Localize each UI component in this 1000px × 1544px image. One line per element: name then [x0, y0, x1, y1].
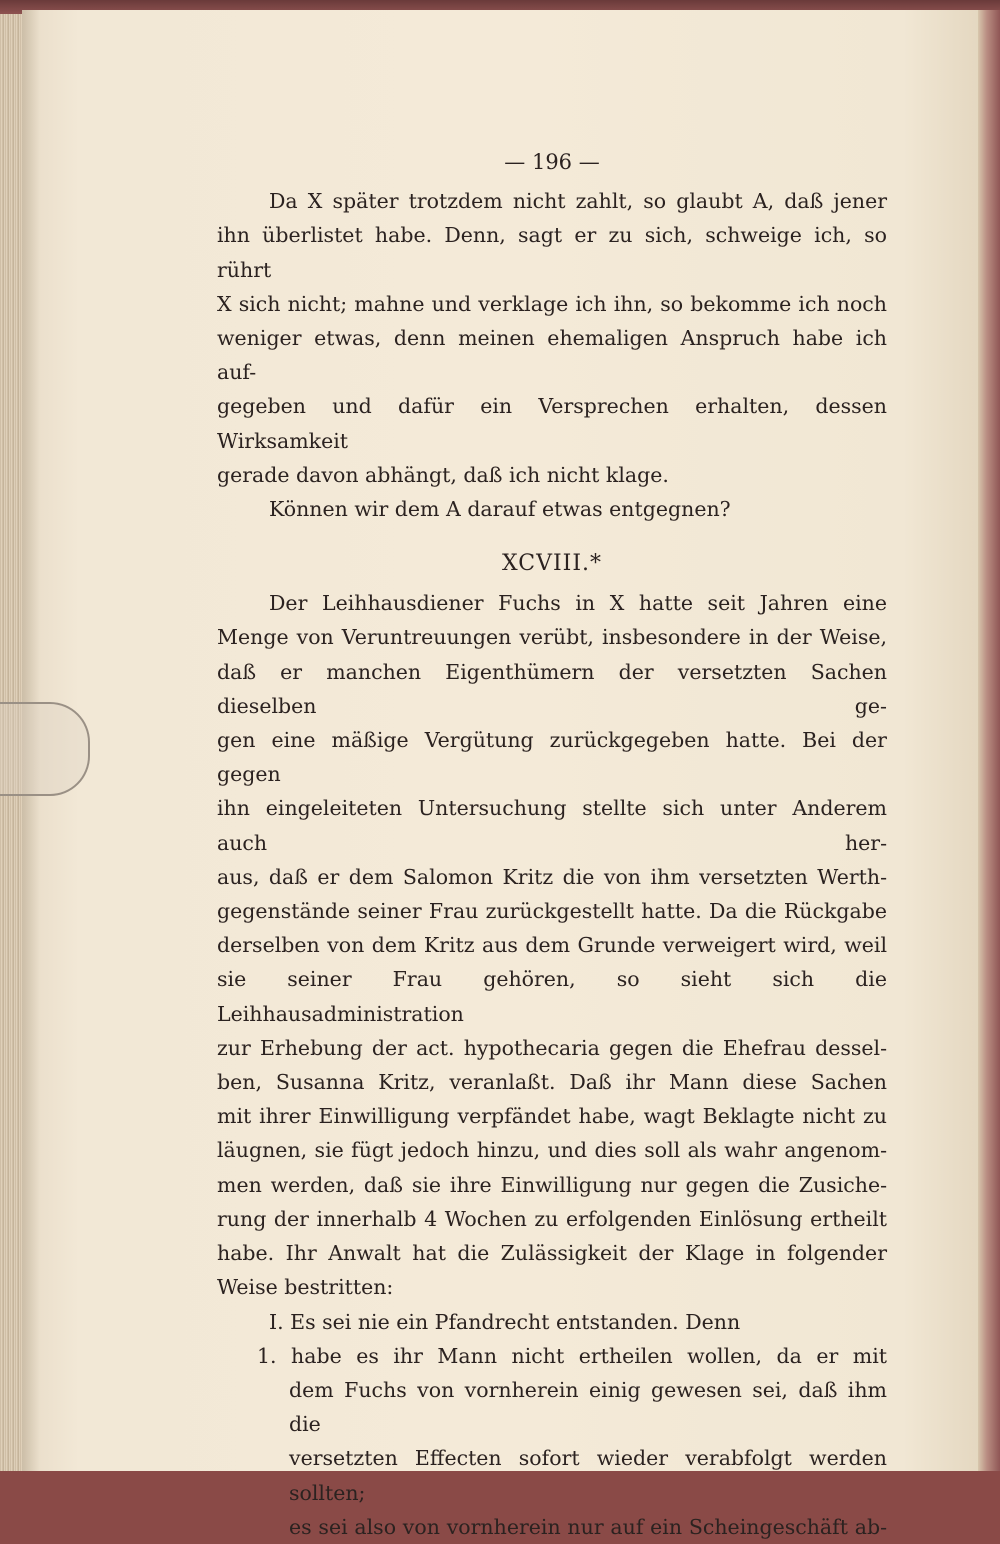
paragraph-2: [217, 586, 887, 1304]
list-item-1: [217, 1339, 887, 1544]
text-line: X sich nicht; mahne und verklage ich ihn, so bekomme ich noch: [217, 291, 887, 316]
text-line: ben, Susanna Kritz, veranlaßt. Daß ihr Mann diese Sachen: [217, 1070, 887, 1095]
text-line: derselben von dem Kritz aus dem Grunde verweigert wird, weil: [217, 933, 887, 958]
text-line: Weise bestritten:: [217, 1275, 394, 1300]
page-text: [217, 145, 887, 1544]
text-line: men werden, daß sie ihre Einwilligung nur gegen die Zusiche-: [217, 1172, 887, 1197]
paragraph-1: [217, 184, 887, 492]
text-line: gerade davon abhängt, daß ich nicht klage.: [217, 462, 669, 487]
book-cover-right-edge: [978, 10, 1000, 1471]
text-line: habe. Ihr Anwalt hat die Zulässigkeit der Klage in folgender: [217, 1241, 887, 1266]
text-line: ihn eingeleiteten Untersuchung stellte sich unter Anderem auch her-: [217, 796, 887, 855]
text-line: zur Erhebung der act. hypothecaria gegen die Ehefrau dessel-: [217, 1035, 887, 1060]
text-line: ihn überlistet habe. Denn, sagt er zu sich, schweige ich, so rührt: [217, 223, 887, 282]
bookmark-tab: [0, 702, 90, 796]
text-line: dem Fuchs von vornherein einig gewesen sei, daß ihm die: [289, 1377, 887, 1437]
question-line: Können wir dem A darauf etwas entgegnen?: [269, 497, 731, 522]
text-line: läugnen, sie fügt jedoch hinzu, und dies soll als wahr angenom-: [217, 1138, 887, 1163]
text-line: versetzten Effecten sofort wieder verabfolgt werden sollten;: [289, 1446, 887, 1505]
text-line: Da X später trotzdem nicht zahlt, so glaubt A, daß jener: [269, 189, 887, 214]
text-line: aus, daß er dem Salomon Kritz die von ihm versetzten Werth-: [217, 864, 887, 889]
text-line: weniger etwas, denn meinen ehemaligen Anspruch habe ich auf-: [217, 326, 887, 385]
text-line: daß er manchen Eigenthümern der versetzten Sachen dieselben ge-: [217, 659, 887, 718]
text-line: 1. habe es ihr Mann nicht ertheilen wollen, da er mit: [257, 1343, 887, 1368]
text-line: rung der innerhalb 4 Wochen zu erfolgenden Einlösung ertheilt: [217, 1206, 887, 1231]
text-line: Menge von Veruntreuungen verübt, insbesondere in der Weise,: [217, 625, 887, 650]
page-number: — 196 —: [504, 150, 600, 174]
text-line: gen eine mäßige Vergütung zurückgegeben hatte. Bei der gegen: [217, 728, 887, 787]
text-line: es sei also von vornherein nur auf ein Scheingeschäft ab-: [289, 1514, 887, 1539]
text-line: gegenstände seiner Frau zurückgestellt hatte. Da die Rückgabe: [217, 899, 887, 924]
text-line: gegeben und dafür ein Versprechen erhalten, dessen Wirksamkeit: [217, 394, 887, 453]
text-line: sie seiner Frau gehören, so sieht sich die Leihhausadministration: [217, 967, 887, 1026]
text-line: mit ihrer Einwilligung verpfändet habe, wagt Beklagte nicht zu: [217, 1104, 887, 1129]
list-item-roman-1: I. Es sei nie ein Pfandrecht entstanden. Denn: [269, 1309, 741, 1334]
text-line: Der Leihhausdiener Fuchs in X hatte seit Jahren eine: [269, 591, 887, 616]
section-heading: XCVIII.*: [501, 551, 603, 577]
